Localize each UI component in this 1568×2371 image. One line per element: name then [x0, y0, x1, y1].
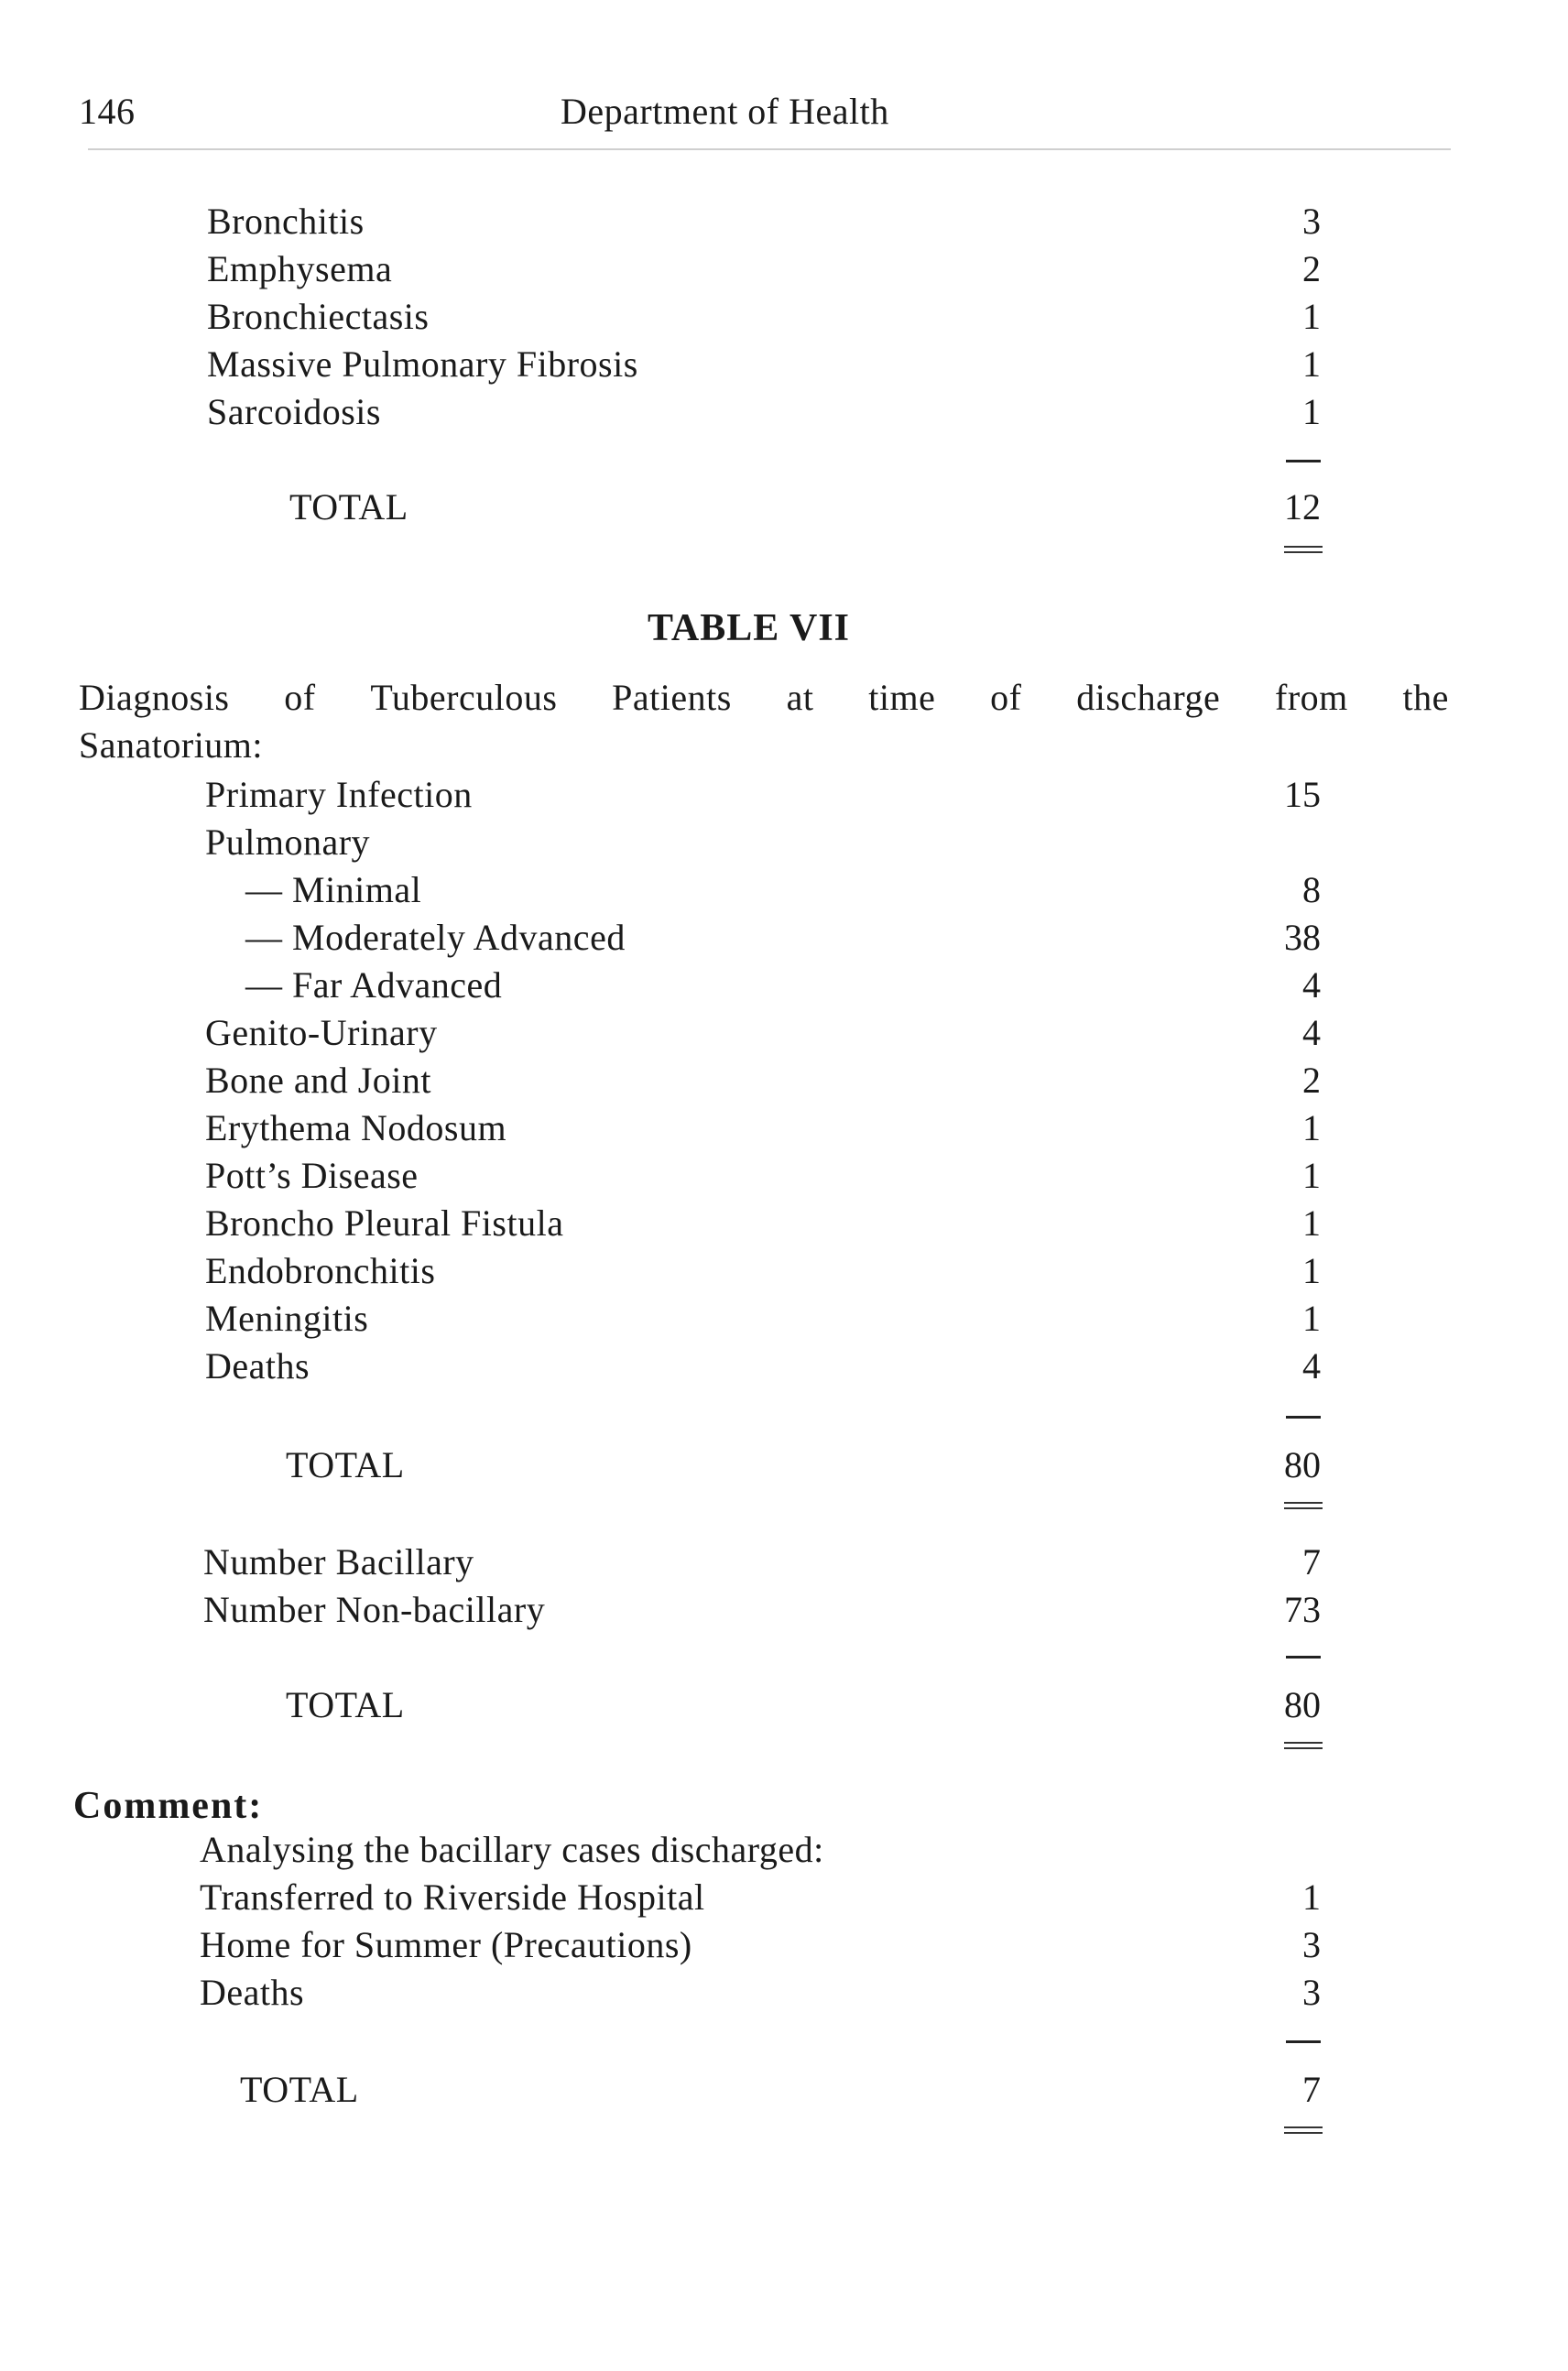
table-caption-line1: [79, 677, 1449, 718]
row-value: 8: [1302, 869, 1321, 910]
caption-word: the: [1402, 677, 1449, 718]
row-value: 1: [1302, 1298, 1321, 1339]
sum-rule: [1286, 1656, 1321, 1659]
page-number: 146: [79, 91, 136, 132]
total-value: 80: [1284, 1444, 1321, 1485]
row-value: 2: [1302, 1060, 1321, 1101]
total-label: TOTAL: [286, 1684, 405, 1725]
total-value: 12: [1284, 486, 1321, 527]
row-value: 73: [1284, 1589, 1321, 1630]
row-label: — Far Advanced: [245, 964, 503, 1006]
row-label: Primary Infection: [205, 774, 473, 815]
row-value: 1: [1302, 1202, 1321, 1244]
total-label: TOTAL: [289, 486, 408, 527]
caption-word: Tuberculous: [370, 677, 558, 718]
total-double-rule: [1284, 2126, 1323, 2134]
table-title: TABLE VII: [648, 607, 851, 649]
row-value: 4: [1302, 964, 1321, 1006]
caption-word: discharge: [1076, 677, 1221, 718]
row-value: 2: [1302, 248, 1321, 289]
row-label: Number Non-bacillary: [203, 1589, 546, 1630]
row-label: Transferred to Riverside Hospital: [200, 1876, 705, 1918]
row-label: — Minimal: [245, 869, 422, 910]
row-label: Pulmonary: [205, 821, 371, 863]
total-double-rule: [1284, 1502, 1323, 1509]
row-label: Genito-Urinary: [205, 1012, 438, 1053]
row-value: 1: [1302, 391, 1321, 432]
caption-word: of: [284, 677, 316, 718]
total-label: TOTAL: [240, 2069, 359, 2110]
comment-heading: Comment:: [73, 1785, 264, 1827]
row-label: Deaths: [205, 1345, 310, 1387]
row-value: 3: [1302, 1972, 1321, 2013]
sum-rule: [1286, 460, 1321, 462]
row-label: Bone and Joint: [205, 1060, 431, 1101]
row-value: 1: [1302, 1155, 1321, 1196]
caption-word: of: [990, 677, 1022, 718]
row-label: Number Bacillary: [203, 1541, 474, 1582]
sum-rule: [1286, 1416, 1321, 1419]
row-label: Emphysema: [207, 248, 393, 289]
row-value: 15: [1284, 774, 1321, 815]
row-value: 38: [1284, 917, 1321, 958]
row-value: 1: [1302, 1250, 1321, 1291]
row-value: 1: [1302, 296, 1321, 337]
row-label: Pott’s Disease: [205, 1155, 419, 1196]
row-label: Bronchiectasis: [207, 296, 430, 337]
row-value: 1: [1302, 1876, 1321, 1918]
running-header-title: Department of Health: [561, 91, 889, 132]
row-value: 7: [1302, 1541, 1321, 1582]
row-label: Broncho Pleural Fistula: [205, 1202, 564, 1244]
row-value: 4: [1302, 1345, 1321, 1387]
row-value: 4: [1302, 1012, 1321, 1053]
row-value: 3: [1302, 1924, 1321, 1965]
table-caption-line2: Sanatorium:: [79, 724, 264, 766]
row-value: 1: [1302, 1107, 1321, 1148]
total-value: 7: [1302, 2069, 1321, 2110]
caption-word: at: [786, 677, 814, 718]
total-value: 80: [1284, 1684, 1321, 1725]
total-double-rule: [1284, 1742, 1323, 1749]
sum-rule: [1286, 2040, 1321, 2043]
row-label: Meningitis: [205, 1298, 369, 1339]
row-label: Massive Pulmonary Fibrosis: [207, 343, 638, 385]
total-label: TOTAL: [286, 1444, 405, 1485]
caption-word: time: [868, 677, 936, 718]
row-label: Bronchitis: [207, 201, 365, 242]
header-rule: [88, 148, 1451, 150]
comment-intro: Analysing the bacillary cases discharged:: [200, 1829, 824, 1870]
row-label: Endobronchitis: [205, 1250, 436, 1291]
row-value: 1: [1302, 343, 1321, 385]
row-label: — Moderately Advanced: [245, 917, 626, 958]
total-double-rule: [1284, 546, 1323, 553]
row-label: Home for Summer (Precautions): [200, 1924, 692, 1965]
caption-word: Diagnosis: [79, 677, 230, 718]
row-label: Erythema Nodosum: [205, 1107, 507, 1148]
row-label: Deaths: [200, 1972, 305, 2013]
row-value: 3: [1302, 201, 1321, 242]
row-label: Sarcoidosis: [207, 391, 381, 432]
caption-word: Patients: [612, 677, 732, 718]
caption-word: from: [1275, 677, 1348, 718]
